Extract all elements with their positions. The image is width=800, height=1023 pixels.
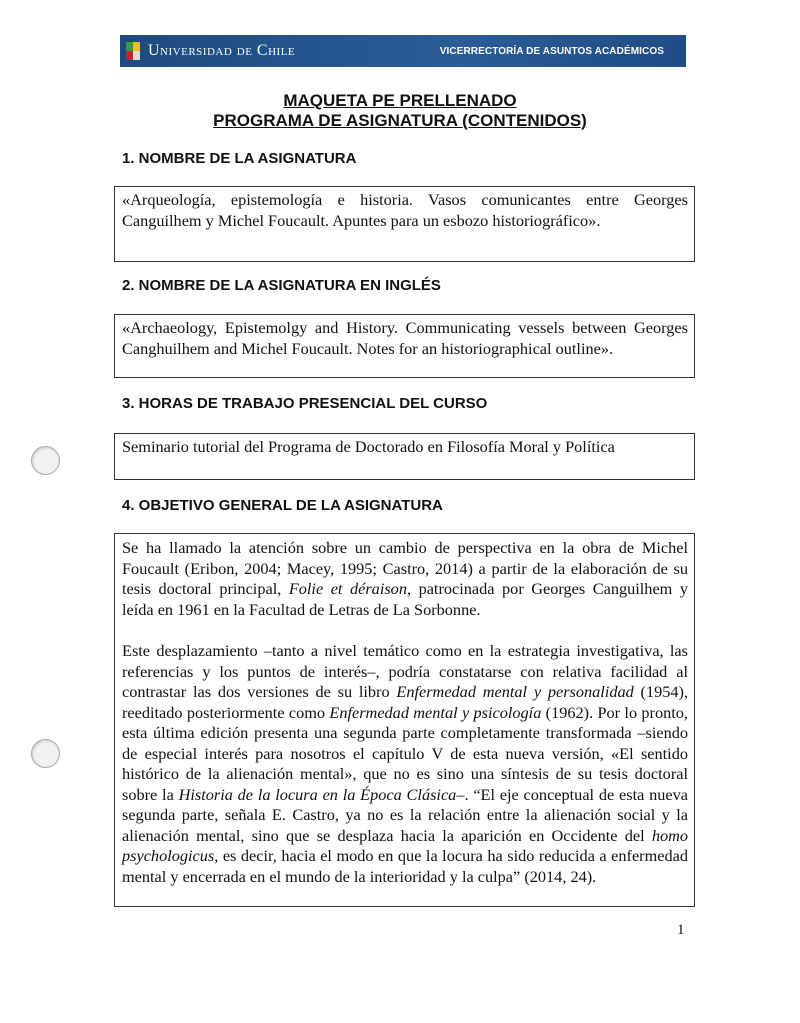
text: , patrocinada por Georges Canguilhem y leída en 1961 en la Facultad de Letras de La Sorbonne. bbox=[122, 579, 689, 619]
section-heading: 3. HORAS DE TRABAJO PRESENCIAL DEL CURSO bbox=[122, 395, 488, 412]
italic-text: homo psychologicus, bbox=[122, 825, 688, 865]
section-heading: 1. NOMBRE DE LA ASIGNATURA bbox=[122, 150, 357, 167]
paragraph bbox=[122, 538, 688, 620]
text: «Arqueología, epistemología e historia. Vasos comunicantes entre Georges Canguilhem y Michel Foucault. Apuntes para un esbozo historiográfico». bbox=[122, 190, 688, 230]
section-box bbox=[114, 314, 695, 378]
section-heading: 2. NOMBRE DE LA ASIGNATURA EN INGLÉS bbox=[122, 277, 441, 294]
text: –. “El eje conceptual de esta nueva segunda parte, señala E. Castro, ya no es la relación entre la alienación social y la alienación mental, sino que se desplaza hacia la aparición en Occidente del bbox=[122, 784, 688, 845]
punch-hole bbox=[31, 739, 60, 768]
page-number: 1 bbox=[677, 922, 685, 938]
punch-hole bbox=[31, 446, 60, 475]
paragraph bbox=[122, 437, 688, 458]
italic-text: Folie et déraison bbox=[288, 579, 407, 598]
office-name: VICERRECTORÍA DE ASUNTOS ACADÉMICOS bbox=[439, 45, 664, 57]
header-banner bbox=[120, 35, 686, 67]
university-logo bbox=[126, 42, 295, 60]
document-subtitle: PROGRAMA DE ASIGNATURA (CONTENIDOS) bbox=[213, 111, 587, 130]
text: «Archaeology, Epistemolgy and History. Communicating vessels between Georges Canghuilhem and Michel Foucault. Notes for an historiographical outline». bbox=[122, 318, 688, 358]
section-heading: 4. OBJETIVO GENERAL DE LA ASIGNATURA bbox=[122, 497, 443, 514]
university-name: Universidad de Chile bbox=[148, 42, 296, 59]
paragraph bbox=[122, 641, 688, 887]
italic-text: Historia de la locura en la Época Clásica bbox=[178, 784, 457, 804]
shield-icon bbox=[126, 42, 140, 60]
text: (1962). Por lo pronto, esta última edición presenta una segunda parte completamente transformada –siendo de especial interés para nosotros el capítulo V de esta nueva versión, «El sentido histórico de la alienación mental», que no es sino una síntesis de su tesis doctoral sobre la bbox=[122, 702, 688, 804]
paragraph bbox=[122, 190, 688, 231]
document-title: MAQUETA PE PRELLENADO bbox=[283, 91, 517, 110]
text: Este desplazamiento –tanto a nivel temático como en la estrategia investigativa, las referencias y los puntos de interés–, podría constatarse con relativa facilidad al contrastar las dos versiones de su libro bbox=[122, 641, 688, 701]
text: Se ha llamado la atención sobre un cambio de perspectiva en la obra de Michel Foucault (Eribon, 2004; Macey, 1995; Castro, 2014) a partir de la elaboración de su tesis doctoral principal, bbox=[122, 538, 688, 598]
paragraph bbox=[122, 318, 688, 359]
section-box bbox=[114, 533, 695, 907]
section-box bbox=[114, 433, 695, 480]
section-box bbox=[114, 186, 695, 262]
text: Seminario tutorial del Programa de Doctorado en Filosofía Moral y Política bbox=[122, 437, 615, 456]
italic-text: Enfermedad mental y psicología bbox=[329, 702, 542, 722]
text: es decir, hacia el modo en que la locura ha sido reducida a enfermedad mental y encerrada en el mundo de la interioridad y la culpa” (2014, 24). bbox=[122, 846, 688, 886]
italic-text: Enfermedad mental y personalidad bbox=[396, 682, 634, 701]
text: (1954), reeditado posteriormente como bbox=[122, 682, 689, 722]
